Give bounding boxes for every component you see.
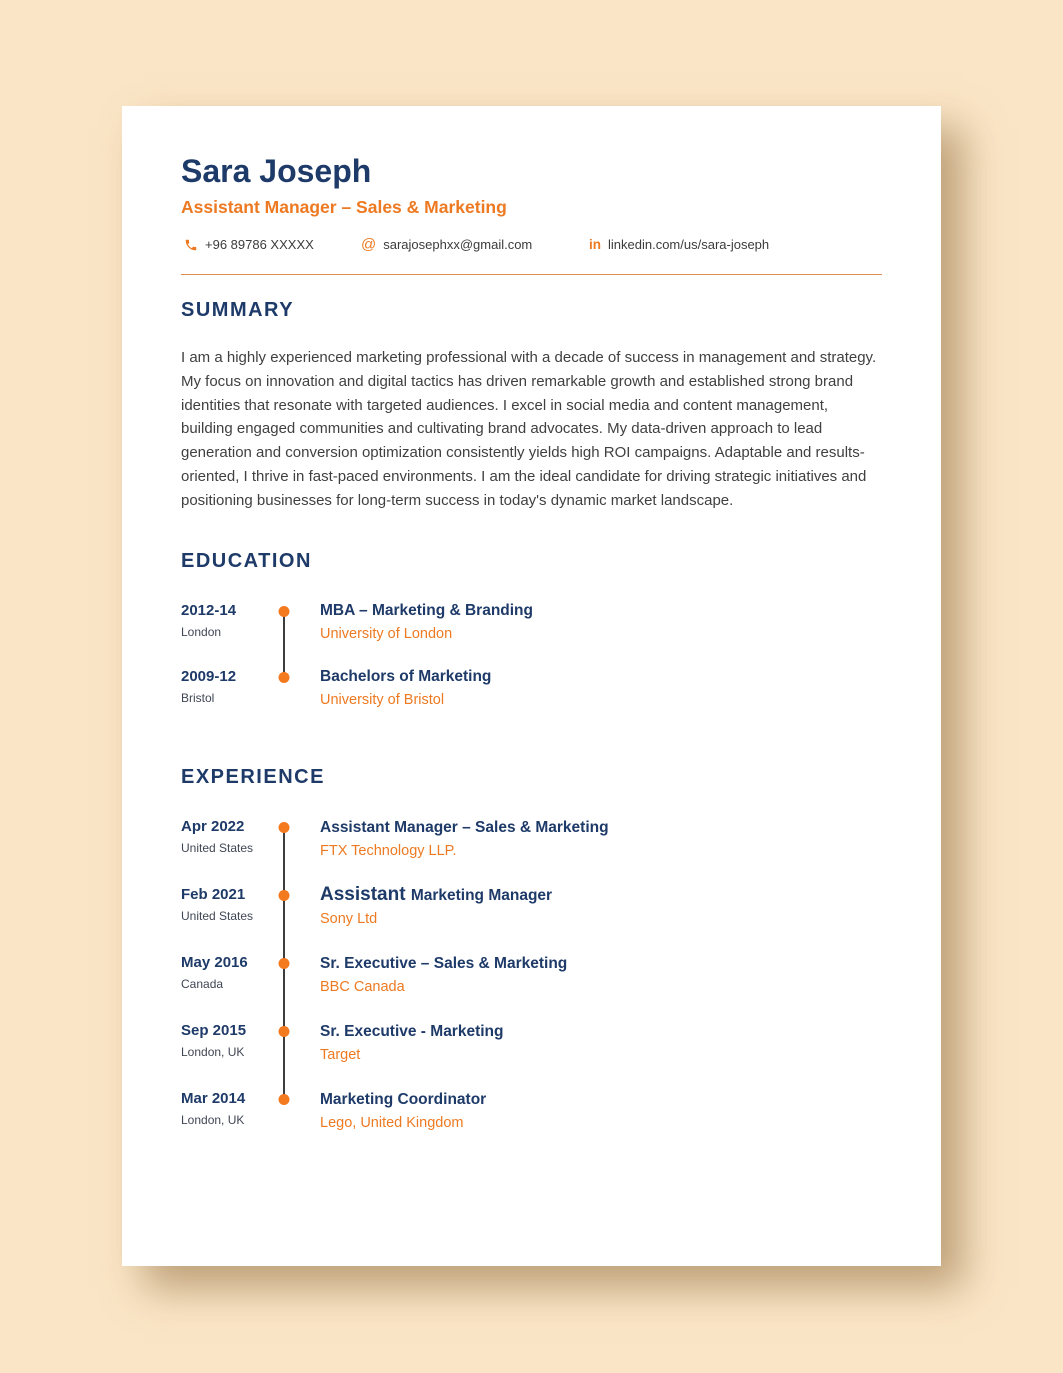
timeline-dot-wrap (284, 601, 320, 647)
timeline-dot (279, 822, 290, 833)
experience-title: Sr. Executive – Sales & Marketing (320, 954, 568, 972)
experience-location: Canada (181, 976, 224, 991)
experience-location: London, UK (181, 1044, 245, 1059)
experience-section (181, 765, 882, 1135)
experience-entry (181, 953, 882, 999)
education-location: London (181, 624, 222, 639)
education-institution: University of London (320, 625, 453, 642)
candidate-title: Assistant Manager – Sales & Marketing (181, 197, 507, 217)
experience-detail (320, 1089, 882, 1135)
experience-entry (181, 1021, 882, 1067)
timeline-dot (279, 1026, 290, 1037)
experience-date: Sep 2015 (181, 1021, 247, 1039)
experience-title: Assistant Marketing Manager (320, 883, 553, 905)
resume-header (181, 152, 882, 275)
experience-date: Apr 2022 (181, 817, 245, 835)
experience-location: London, UK (181, 1112, 245, 1127)
contact-linkedin[interactable] (589, 237, 769, 252)
summary-section (181, 298, 882, 513)
experience-date-block (181, 1089, 284, 1135)
experience-company: BBC Canada (320, 978, 405, 995)
education-location: Bristol (181, 690, 215, 705)
education-date-block (181, 601, 284, 647)
education-degree: MBA – Marketing & Branding (320, 601, 533, 619)
timeline-dot (279, 890, 290, 901)
phone-icon (184, 238, 198, 252)
candidate-name: Sara Joseph (181, 153, 372, 189)
at-icon: @ (361, 236, 377, 253)
education-date-block (181, 667, 284, 713)
summary-text: I am a highly experienced marketing professional with a decade of success in management and strategy. My focus on innovation and digital tactics has driven remarkable growth and established strong brand identities that resonate with targeted audiences. I excel in social media and content management, building engaged communities and cultivating brand advocates. My data-driven approach to lead generation and conversion optimization consistently yields high ROI campaigns. Adaptable and results-oriented, I thrive in fast-paced environments. I am the ideal candidate for driving strategic initiatives and positioning businesses for long-term success in today's dynamic market landscape. (181, 349, 877, 509)
experience-date-block (181, 885, 284, 931)
experience-date: May 2016 (181, 953, 248, 971)
experience-entry (181, 885, 882, 931)
experience-entry (181, 1089, 882, 1135)
experience-company: Target (320, 1046, 361, 1063)
education-degree: Bachelors of Marketing (320, 667, 492, 685)
experience-company: FTX Technology LLP. (320, 842, 457, 859)
education-detail (320, 667, 882, 713)
experience-date: Mar 2014 (181, 1089, 246, 1107)
education-detail (320, 601, 882, 647)
linkedin-icon: in (589, 237, 601, 252)
experience-detail (320, 817, 882, 863)
timeline-dot-wrap (284, 885, 320, 931)
summary-heading: SUMMARY (181, 299, 295, 321)
contact-email[interactable] (361, 237, 589, 252)
experience-company: Sony Ltd (320, 910, 378, 927)
timeline-dot (279, 672, 290, 683)
education-date: 2009-12 (181, 667, 237, 685)
experience-heading: EXPERIENCE (181, 765, 325, 788)
experience-company: Lego, United Kingdom (320, 1114, 464, 1131)
contact-phone-value: +96 89786 XXXXX (205, 237, 314, 252)
experience-title: Assistant Manager – Sales & Marketing (320, 818, 609, 836)
contact-email-value[interactable]: sarajosephxx@gmail.com (383, 237, 533, 252)
experience-date-block (181, 1021, 284, 1067)
experience-location: United States (181, 908, 254, 923)
timeline-dot-wrap (284, 1089, 320, 1135)
contact-row (181, 237, 882, 252)
education-entry (181, 601, 882, 647)
experience-detail (320, 1021, 882, 1067)
experience-timeline (181, 817, 882, 1135)
experience-title: Marketing Coordinator (320, 1090, 487, 1108)
education-entry (181, 667, 882, 713)
education-heading: EDUCATION (181, 549, 312, 572)
experience-title: Sr. Executive - Marketing (320, 1022, 504, 1040)
timeline-dot (279, 1094, 290, 1105)
education-section (181, 549, 882, 713)
contact-linkedin-value[interactable]: linkedin.com/us/sara-joseph (608, 237, 770, 252)
education-institution: University of Bristol (320, 691, 445, 708)
timeline-dot (279, 606, 290, 617)
timeline-dot-wrap (284, 817, 320, 863)
education-timeline (181, 601, 882, 713)
timeline-dot-wrap (284, 667, 320, 713)
resume-page (122, 106, 941, 1266)
contact-phone (184, 237, 361, 252)
header-divider (181, 274, 882, 275)
experience-entry (181, 817, 882, 863)
education-date: 2012-14 (181, 601, 237, 619)
experience-date-block (181, 817, 284, 863)
timeline-dot-wrap (284, 953, 320, 999)
experience-detail (320, 885, 882, 931)
experience-detail (320, 953, 882, 999)
experience-location: United States (181, 840, 254, 855)
experience-date: Feb 2021 (181, 885, 246, 903)
timeline-dot (279, 958, 290, 969)
timeline-dot-wrap (284, 1021, 320, 1067)
experience-date-block (181, 953, 284, 999)
